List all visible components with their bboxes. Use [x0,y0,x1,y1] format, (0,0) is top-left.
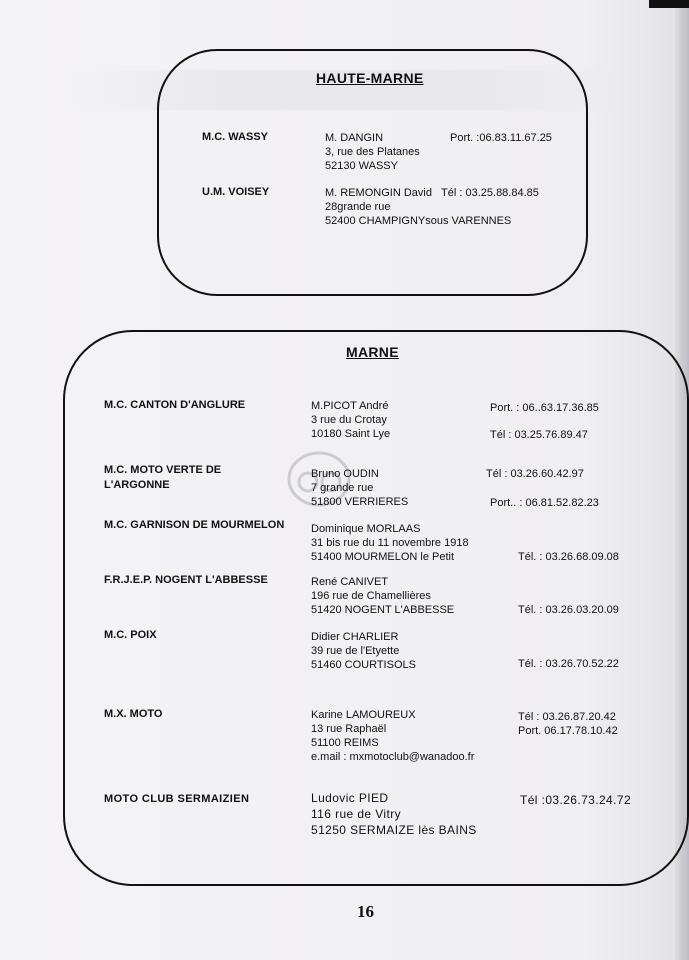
phone-wassy: Port. :06.83.11.67.25 [450,132,552,144]
contact-wassy [325,131,420,173]
marne-heading: MARNE [346,344,399,360]
email-address: e.mail : mxmotoclub@wanadoo.fr [311,751,475,763]
club-name-canton-anglure [104,398,245,413]
club-name-line: M.C. GARNISON DE MOURMELON [104,519,285,531]
contact-line: 3, rue des Platanes [325,146,420,158]
phone-mx-moto-port: Port. 06.17.78.10.42 [518,725,618,737]
contact-line: 51400 MOURMELON le Petit [311,551,455,563]
club-name-mx-moto [104,707,162,722]
contact-mc-poix [311,630,416,672]
contact-line: 13 rue Raphaël [311,723,387,735]
phone-canton-anglure-tel: Tél : 03.25.76.89.47 [490,429,588,441]
phone-voisey: Tél : 03.25.88.84.85 [441,187,539,199]
contact-line: Dominique MORLAAS [311,523,421,535]
phone-canton-anglure-port: Port. : 06..63.17.36.85 [490,402,599,414]
club-name-line: L'ARGONNE [104,479,170,491]
club-name-line: M.C. POIX [104,629,157,641]
phone-sermaizien: Tél :03.26.73.24.72 [520,793,632,807]
club-name-line: MOTO CLUB SERMAIZIEN [104,793,250,805]
haute-marne-heading: HAUTE-MARNE [316,70,424,86]
contact-voisey [325,186,539,228]
contact-line: 7 grande rue [311,482,374,494]
contact-line: Bruno OUDIN [311,468,379,480]
contact-line: 51460 COURTISOLS [311,659,416,671]
contact-canton-anglure [311,399,390,441]
contact-line: 51800 VERRIERES [311,496,409,508]
contact-line: Didier CHARLIER [311,631,399,643]
phone-moto-verte-port: Port.. : 06.81.52.82.23 [490,497,599,509]
contact-garnison-mourmelon [311,522,469,564]
phone-mx-moto-tel: Tél : 03.26.87.20.42 [518,711,616,723]
phone-mc-poix: Tél. : 03.26.70.52.22 [518,658,619,670]
contact-line: Ludovic PIED [311,791,389,805]
contact-line: 51250 SERMAIZE lès BAINS [311,823,477,837]
contact-line: 52130 WASSY [325,160,398,172]
contact-line: 28grande rue [325,201,391,213]
club-name-mc-poix [104,628,157,643]
club-name-line: M.X. MOTO [104,708,163,720]
contact-mx-moto [311,708,474,764]
club-name-line: M.C. MOTO VERTE DE [104,464,222,476]
contact-line: 116 rue de Vitry [311,807,402,821]
contact-name: M. REMONGIN David [325,187,432,199]
contact-line: 51420 NOGENT L'ABBESSE [311,604,455,616]
contact-line [325,186,539,200]
club-name-wassy: M.C. WASSY [202,131,269,143]
club-name-moto-verte-argonne [104,463,221,493]
contact-frjep-nogent [311,575,454,617]
contact-line: M.PICOT André [311,400,389,412]
club-name-line: M.C. CANTON D'ANGLURE [104,399,246,411]
contact-line: Karine LAMOUREUX [311,709,416,721]
contact-line: René CANIVET [311,576,389,588]
contact-sermaizien [311,790,477,838]
contact-line: 196 rue de Chamellières [311,590,431,602]
club-name-frjep-nogent [104,573,268,588]
page-number: 16 [357,902,374,921]
scan-edge-mark [649,0,689,8]
club-name-voisey: U.M. VOISEY [202,186,270,198]
contact-line: M. DANGIN [325,132,384,144]
contact-line: 39 rue de l'Etyette [311,645,400,657]
phone-garnison-mourmelon: Tél. : 03.26.68.09.08 [518,551,619,563]
contact-line: 51100 REIMS [311,737,379,749]
contact-line: 3 rue du Crotay [311,414,387,426]
club-name-sermaizien [104,791,249,807]
club-name-garnison-mourmelon [104,518,284,533]
club-name-line: F.R.J.E.P. NOGENT L'ABBESSE [104,574,268,586]
contact-line: 10180 Saint Lye [311,428,391,440]
contact-line: 31 bis rue du 11 novembre 1918 [311,537,469,549]
phone-moto-verte-tel: Tél : 03.26.60.42.97 [486,468,584,480]
phone-frjep-nogent: Tél. : 03.26.03.20.09 [518,604,619,616]
contact-line: 52400 CHAMPIGNYsous VARENNES [325,215,512,227]
contact-moto-verte-argonne [311,467,408,509]
